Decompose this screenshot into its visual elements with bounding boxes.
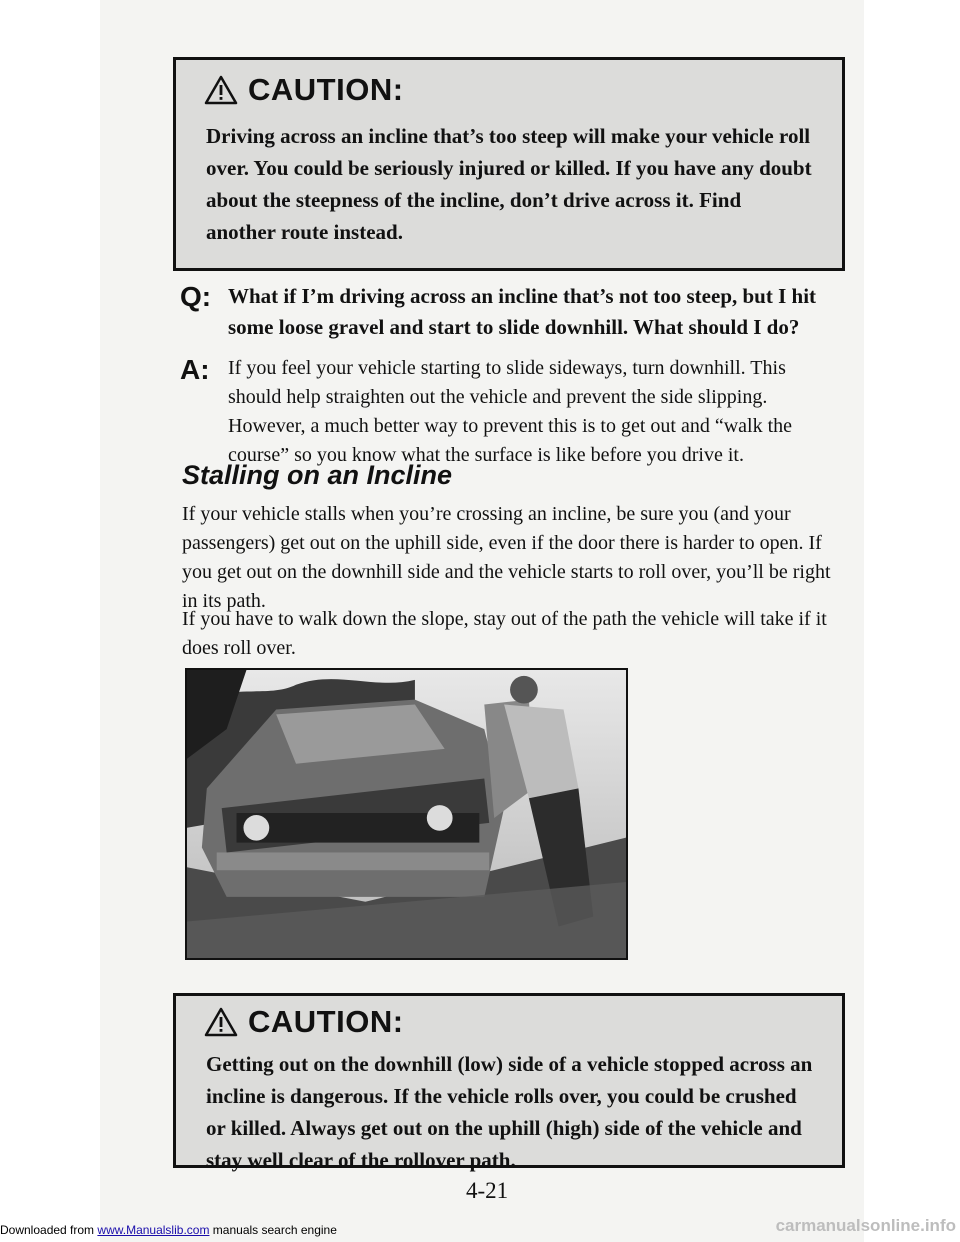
footer-prefix: Downloaded from <box>0 1223 95 1237</box>
caution-heading <box>204 1004 814 1040</box>
answer-marker: A: <box>180 354 210 385</box>
answer-block <box>180 354 844 470</box>
caution-box-bottom <box>173 993 845 1172</box>
watermark: carmanualsonline.info <box>775 1216 956 1235</box>
caution-heading-text: CAUTION: <box>248 1004 404 1039</box>
question-marker: Q: <box>180 281 212 312</box>
caution-heading <box>204 72 814 108</box>
section-paragraph: If your vehicle stalls when you’re crossing an incline, be sure you (and your passengers) get out on the uphill side, even if the door there is harder to open. If you get out on the downhill side and the vehicle starts to roll over, you’ll be right in its path. <box>182 503 831 612</box>
section-paragraph: If you have to walk down the slope, stay out of the path the vehicle will take if it does roll over. <box>182 608 827 659</box>
question-text: What if I’m driving across an incline that’s not too steep, but I hit some loose gravel and start to slide downhill. What should I do? <box>228 284 817 339</box>
caution-text: Driving across an incline that’s too steep will make your vehicle roll over. You could be seriously injured or killed. If you have any doubt about the steepness of the incline, don’t drive across it. Find another route instead. <box>206 124 812 244</box>
question-block <box>180 281 844 343</box>
page-number: 4-21 <box>466 1178 509 1203</box>
footer-suffix: manuals search engine <box>212 1223 337 1237</box>
warning-triangle-icon <box>204 1007 238 1037</box>
vehicle-on-incline-photo <box>185 668 628 960</box>
manualslib-link[interactable]: www.Manualslib.com <box>97 1223 210 1237</box>
caution-text: Getting out on the downhill (low) side of a vehicle stopped across an incline is dangerous. If the vehicle rolls over, you could be crushed or killed. Always get out on the uphill (high) side of the vehicle and stay well clear of the rollover path. <box>206 1052 813 1172</box>
warning-triangle-icon <box>204 75 238 105</box>
download-footer <box>0 1223 337 1237</box>
answer-text: If you feel your vehicle starting to slide sideways, turn downhill. This should help straighten out the vehicle and prevent the side slipping. However, a much better way to prevent this is to get out and “walk the course” so you know what the surface is like before you drive it. <box>228 357 793 466</box>
caution-box-top <box>173 57 845 271</box>
section-title: Stalling on an Incline <box>182 460 453 490</box>
caution-heading-text: CAUTION: <box>248 72 404 107</box>
